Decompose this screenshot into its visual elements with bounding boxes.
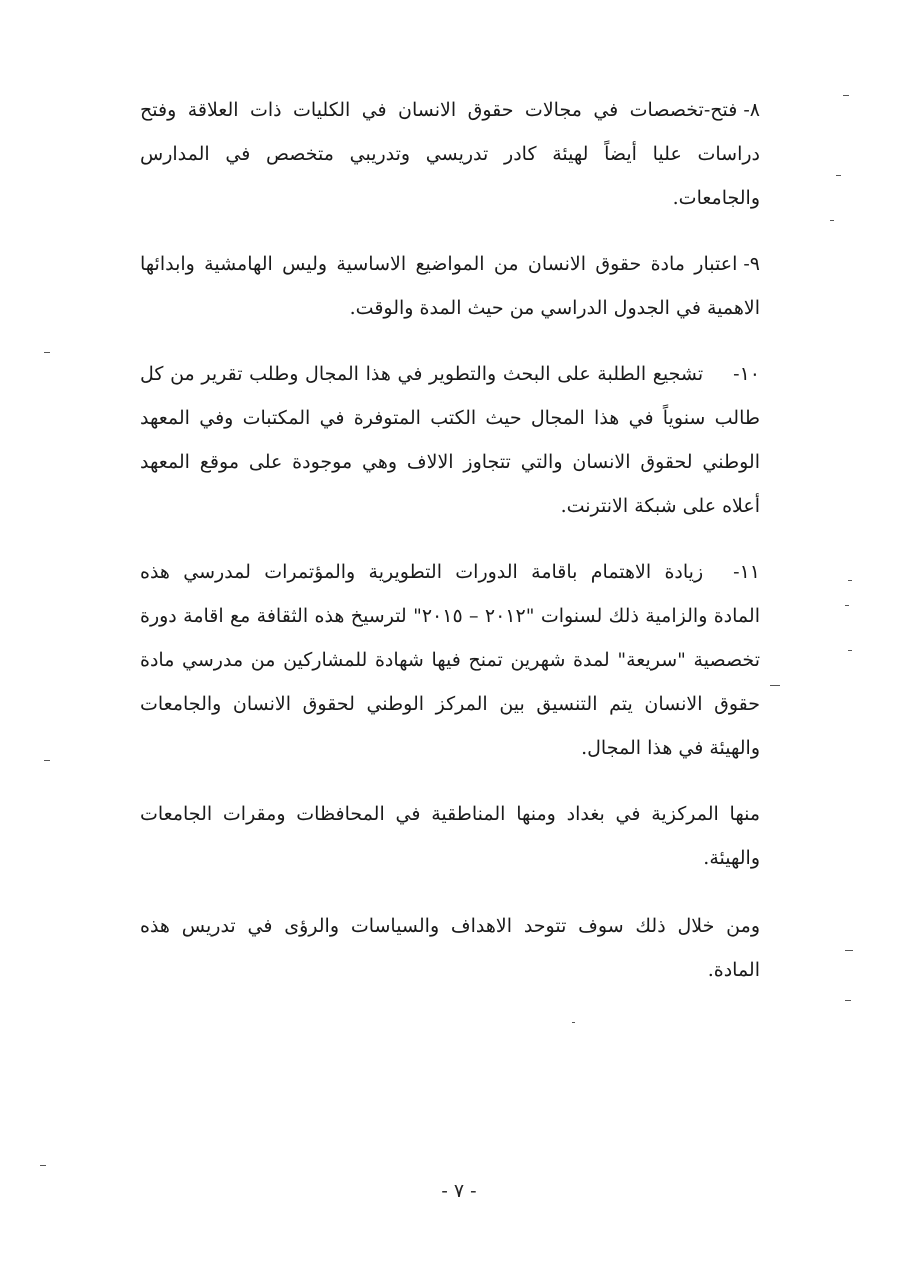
list-item-number: ١١- xyxy=(733,561,760,583)
scan-mark xyxy=(845,950,853,951)
scan-mark xyxy=(836,175,841,176)
closing-paragraph-1: منها المركزية في بغداد ومنها المناطقية في المحافظات ومقرات الجامعات والهيئة. xyxy=(140,803,760,869)
page-number: - ٧ - xyxy=(441,1180,477,1202)
list-item-8 xyxy=(140,88,760,220)
scan-mark xyxy=(770,685,780,686)
list-item-number: ٩- xyxy=(743,253,760,275)
body-text xyxy=(140,88,760,1016)
list-item-9 xyxy=(140,242,760,330)
list-item-text: زيادة الاهتمام باقامة الدورات التطويرية والمؤتمرات لمدرسي هذه المادة والزامية ذلك لسنوات "٢٠١٢ – ٢٠١٥" لترسيخ هذه الثقافة مع اقامة دورة تخصصية "سريعة" لمدة شهرين تمنح فيها شهادة للمشاركين من مدرسي مادة حقوق الانسان يتم التنسيق بين المركز الوطني لحقوق الانسان والجامعات والهيئة في هذا المجال. xyxy=(140,561,760,759)
list-item-number: ٨- xyxy=(743,99,760,121)
list-item-number: ١٠- xyxy=(733,363,760,385)
scan-mark xyxy=(44,760,50,761)
scan-mark xyxy=(40,1165,46,1166)
closing-paragraph-2: ومن خلال ذلك سوف تتوحد الاهداف والسياسات والرؤى في تدريس هذه المادة. xyxy=(140,915,760,981)
scan-mark xyxy=(572,1022,575,1023)
scan-mark xyxy=(830,220,834,221)
scan-mark xyxy=(845,1000,851,1001)
list-item-text: اعتبار مادة حقوق الانسان من المواضيع الاساسية وليس الهامشية وابدائها الاهمية في الجدول الدراسي من حيث المدة والوقت. xyxy=(140,253,760,319)
list-item-11 xyxy=(140,550,760,770)
list-item-10 xyxy=(140,352,760,528)
scan-mark xyxy=(843,95,849,96)
scan-mark xyxy=(845,605,849,606)
scan-mark xyxy=(44,352,50,353)
list-item-text: فتح-تخصصات في مجالات حقوق الانسان في الكليات ذات العلاقة وفتح دراسات عليا أيضاً لهيئة كادر تدريسي وتدريبي متخصص في المدارس والجامعات. xyxy=(140,99,760,209)
list-item-text: تشجيع الطلبة على البحث والتطوير في هذا المجال وطلب تقرير من كل طالب سنوياً في هذا المجال حيث الكتب المتوفرة في المكتبات وفي المعهد الوطني لحقوق الانسان والتي تتجاوز الالاف وهي موجودة على موقع المعهد أعلاه على شبكة الانترنت. xyxy=(140,363,760,517)
scan-mark xyxy=(848,650,852,651)
scan-mark xyxy=(848,580,852,581)
